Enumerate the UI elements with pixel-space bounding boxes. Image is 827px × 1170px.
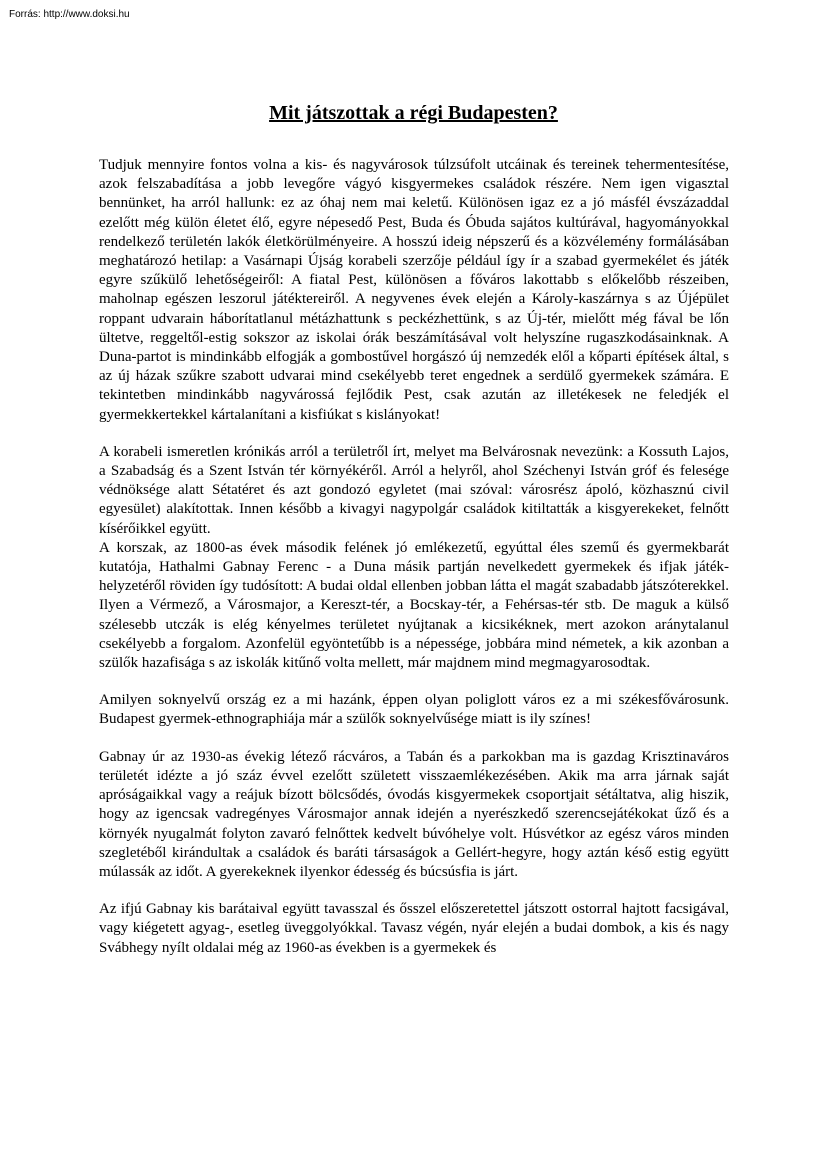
paragraph-6: Az ifjú Gabnay kis barátaival együtt tavasszal és ősszel előszeretettel játszott ostorral hajtott facsigával, vagy kiégetett agyag-, esetleg üveggolyókkal. Tavasz végén, nyár elején a budai dombok, a kis és nagy Svábhegy nyílt oldalai még az 1960-as években is a gyermekek és	[99, 901, 729, 956]
paragraph-4: Amilyen soknyelvű ország ez a mi hazánk, éppen olyan poliglott város ez a mi székesfővárosunk. Budapest gyermek-ethnographiája már a szülők soknyelvűsége miatt is ily színes!	[99, 692, 729, 728]
paragraph-1: Tudjuk mennyire fontos volna a kis- és nagyvárosok túlzsúfolt utcáinak és tereinek tehermentesítése, azok felszabadítása a jobb levegőre vágyó kisgyermekes családok részére. Nem igen vigasztal bennünket, ha arról hallunk: ez az óhaj nem mai keletű. Különösen igaz ez a jó másfél évszázaddal ezelőtt még külön életet élő, egyre népesedő Pest, Buda és Óbuda sajátos kultúrával, hagyományokkal rendelkező területén lakók életkörülményeire. A hosszú ideig népszerű és a közvélemény formálásában meghatározó hetilap: a Vasárnapi Újság korabeli szerzője például így ír a szabad gyermekélet és játék egyre szűkülő lehetőségeiről: A fiatal Pest, különösen a főváros lakottabb s előkelőbb részeiben, maholnap egészen leszorul játéktereiről. A negyvenes évek elején a Károly-kaszárnya s az Újépület roppant udvarain háborítatlanul métázhattunk s peckézhettünk, s az Új-tér, mielőtt még fával be lőn ültetve, reggeltől-estig sokszor az iskolai órák beszámításával volt helyszíne rugaszkodásainknak. A Duna-partot is mindinkább elfogják a gombostűvel horgászó új nemzedék elől a kőparti építések által, s az új házak szűkre szabott udvarai mind csekélyebb teret engednek a serdülő gyermekek számára. E tekintetben mindinkább nagyvárossá fejlődik Pest, csak azután az illetékesek ne feledjék el gyermekkertekkel kártalanítani a kisfiúkat s kislányokat!	[99, 157, 729, 423]
page-title: Mit játszottak a régi Budapesten?	[269, 102, 558, 124]
paragraph-5: Gabnay úr az 1930-as évekig létező rácváros, a Tabán és a parkokban ma is gazdag Krisztinaváros területét idézte a jó száz évvel ezelőtt született visszaemlékezésében. Akik ma arra járnak saját apróságaikkal vagy a reájuk bízott bölcsődés, óvodás kisgyermekek csoportjait sétáltatva, alig hiszik, hogy az igencsak vadregényes Városmajor annak idején a nyerészkedő szerencsejátékokat űző és a környék nyugalmát folyton zavaró felnőttek kedvelt búvóhelye volt. Húsvétkor az egész város minden szegletéből kirándultak a családok és baráti társaságok a Gellért-hegyre, hogy aztán késő estig együtt múlassák az időt. A gyerekeknek ilyenkor édesség és búcsúsfia is járt.	[99, 748, 729, 880]
source-label: Forrás: http://www.doksi.hu	[9, 9, 130, 20]
paragraph-2: A korabeli ismeretlen krónikás arról a területről írt, melyet ma Belvárosnak nevezünk: a Kossuth Lajos, a Szabadság és a Szent István tér környékéről. Arról a helyről, ahol Széchenyi István gróf és felesége védnöksége alatt Sétatéret és azt gondozó egyletet (mai szóval: városrész ápoló, közhasznú civil egyesület) alakítottak. Innen később a kivagyi nagypolgár családok kitiltatták a kisgyerekeket, felnőtt kísérőikkel együtt.	[99, 443, 729, 537]
paragraph-3: A korszak, az 1800-as évek második felének jó emlékezetű, egyúttal éles szemű és gyermekbarát kutatója, Hathalmi Gabnay Ferenc - a Duna másik partján nevelkedett gyermekek és ifjak játék-helyzetéről röviden így tudósított: A budai oldal ellenben jobban látta el magát szabadabb játszóterekkel. Ilyen a Vérmező, a Városmajor, a Kereszt-tér, a Bocskay-tér, a Fehérsas-tér stb. De maguk a külső szélesebb utczák is elég kényelmes területet nyújtanak a kicsikéknek, mert azokon aránytalanul csekélyebb a forgalom. Azonfelül egyöntetűbb is a népessége, jobbára mind németek, a kik azonban a szülők hazafisága s az iskolák kitűnő volta mellett, már majdnem mind megmagyarosodtak.	[99, 539, 729, 672]
document-body	[99, 156, 729, 976]
